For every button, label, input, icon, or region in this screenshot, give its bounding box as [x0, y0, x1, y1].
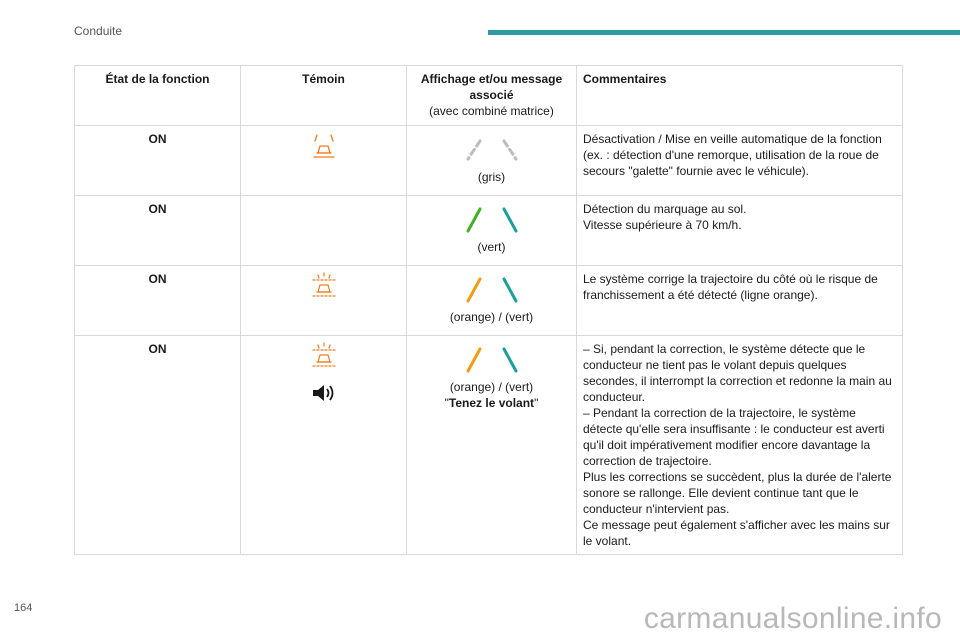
comment-line: Détection du marquage au sol. — [583, 202, 747, 216]
left-lane-line — [468, 209, 480, 231]
watermark: carmanualsonline.info — [643, 602, 942, 635]
quote-close: " — [534, 396, 539, 410]
comment-line: Vitesse supérieure à 70 km/h. — [583, 218, 742, 232]
comment-cell: Désactivation / Mise en veille automatique de la fonction (ex. : détection d'une remorque, utilisation de la roue de secours "galette" fournie avec le véhicule). — [577, 126, 903, 196]
lane-assist-warning-icon — [309, 131, 339, 161]
temoin-cell — [241, 196, 407, 266]
display-message — [413, 395, 570, 411]
table-row — [75, 126, 903, 196]
table-header-row — [75, 66, 903, 126]
comment-cell — [577, 336, 903, 555]
display-cell — [407, 196, 577, 266]
display-message-text: Tenez le volant — [448, 396, 535, 410]
header-temoin: Témoin — [241, 66, 407, 126]
speaker-icon — [311, 383, 337, 403]
comment-line: – Si, pendant la correction, le système détecte que le conducteur ne tient pas le volant depuis quelques secondes, il interrompt la correction et redonne la main au conducteur. — [583, 342, 892, 404]
display-cell — [407, 336, 577, 555]
display-caption: (orange) / (vert) — [449, 380, 534, 394]
right-lane-line — [504, 349, 516, 371]
display-cell — [407, 266, 577, 336]
comment-cell: Le système corrige la trajectoire du côté où le risque de franchissement a été détecté (ligne orange). — [577, 266, 903, 336]
display-caption: (orange) / (vert) — [449, 310, 534, 324]
header-display-title: Affichage et/ou message associé — [420, 72, 563, 102]
display-caption: (gris) — [477, 170, 506, 184]
quote-open: " — [444, 396, 449, 410]
comment-cell — [577, 196, 903, 266]
state-cell: ON — [75, 196, 241, 266]
table-row — [75, 266, 903, 336]
lane-lines-icon — [462, 275, 522, 305]
lane-assist-active-icon — [309, 341, 339, 371]
lane-lines-icon — [462, 345, 522, 375]
temoin-cell — [241, 126, 407, 196]
header-display — [407, 66, 577, 126]
display-caption: (vert) — [477, 240, 506, 254]
comment-line: Plus les corrections se succèdent, plus la durée de l'alerte sonore se rallonge. Elle devient continue tant que le conducteur n'intervient pas. — [583, 470, 892, 516]
state-cell: ON — [75, 336, 241, 555]
lane-lines-icon — [462, 135, 522, 165]
header-comments: Commentaires — [577, 66, 903, 126]
left-lane-line — [468, 349, 480, 371]
table-row — [75, 196, 903, 266]
right-lane-line — [504, 141, 516, 159]
page-number: 164 — [14, 602, 33, 614]
section-title: Conduite — [74, 24, 123, 38]
header-accent-bar — [488, 30, 960, 35]
right-lane-line — [504, 279, 516, 301]
left-lane-line — [468, 279, 480, 301]
right-lane-line — [504, 209, 516, 231]
comment-line: Ce message peut également s'afficher avec les mains sur le volant. — [583, 518, 890, 548]
header-state: État de la fonction — [75, 66, 241, 126]
state-cell: ON — [75, 126, 241, 196]
function-state-table — [74, 65, 903, 555]
comment-line: – Pendant la correction de la trajectoire, le système détecte qu'elle sera insuffisante : le conducteur est averti qu'il doit impérativement modifier encore davantage la correction de trajectoire. — [583, 406, 885, 468]
header-display-subtitle: (avec combiné matrice) — [429, 104, 554, 118]
lane-assist-active-icon — [309, 271, 339, 301]
lane-lines-icon — [462, 205, 522, 235]
left-lane-line — [468, 141, 480, 159]
temoin-cell — [241, 266, 407, 336]
state-cell: ON — [75, 266, 241, 336]
table-row — [75, 336, 903, 555]
temoin-cell — [241, 336, 407, 555]
display-cell — [407, 126, 577, 196]
